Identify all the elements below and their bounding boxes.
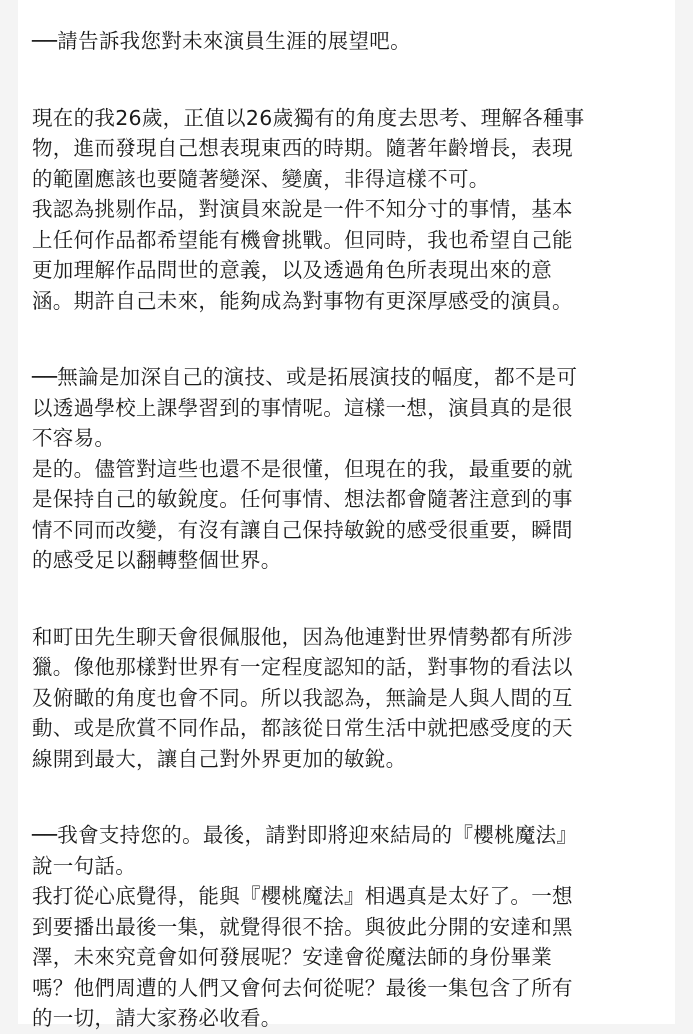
paragraph-machida xyxy=(32,622,661,775)
text-line: 是的。儘管對這些也還不是很懂，但現在的我，最重要的就 xyxy=(32,456,573,481)
text-line: 線開到最大，讓自己對外界更加的敏銳。 xyxy=(32,746,407,771)
text-line: 的感受足以翻轉整個世界。 xyxy=(32,548,282,572)
text-line: 是保持自己的敏銳度。任何事情、想法都會隨著注意到的事 xyxy=(32,487,573,511)
text-line: 以透過學校上課學習到的事情呢。這樣一想，演員真的是很 xyxy=(32,395,573,420)
question-future-career xyxy=(32,26,661,57)
text-line: 不容易。 xyxy=(32,426,116,450)
text-line: 的範圍應該也要隨著變深、變廣，非得這樣不可。 xyxy=(32,166,490,191)
text-line: 說一句話。 xyxy=(32,853,136,878)
text-line: 物，進而發現自己想表現東西的時期。隨著年齡增長，表現 xyxy=(32,136,573,160)
text-line: ──我會支持您的。最後，請對即將迎來結局的『櫻桃魔法』 xyxy=(32,823,578,847)
text-line: 的一切，請大家務必收看。 xyxy=(32,1006,282,1030)
answer-future-career xyxy=(32,103,661,317)
text-line: 情不同而改變，有沒有讓自己保持敏銳的感受很重要，瞬間 xyxy=(32,517,573,542)
question-acting-skills xyxy=(32,362,661,576)
text-line: 上任何作品都希望能有機會挑戰。但同時，我也希望自己能 xyxy=(32,227,573,252)
text-line: 澤，未來究竟會如何發展呢？安達會從魔法師的身份畢業 xyxy=(32,945,552,969)
text-line: 及俯瞰的角度也會不同。所以我認為，無論是人與人間的互 xyxy=(32,685,573,710)
text-line: 我打從心底覺得，能與『櫻桃魔法』相遇真是太好了。一想 xyxy=(32,884,573,908)
text-line: 我認為挑剔作品，對演員來說是一件不知分寸的事情，基本 xyxy=(32,197,573,221)
text-line: 獵。像他那樣對世界有一定程度認知的話，對事物的看法以 xyxy=(32,655,573,679)
text-line: 涵。期許自己未來，能夠成為對事物有更深厚感受的演員。 xyxy=(32,288,573,313)
question-final-message xyxy=(32,820,661,1034)
text-line: 到要播出最後一集，就覺得很不捨。與彼此分開的安達和黑 xyxy=(32,914,573,939)
text-line: 嗎？他們周遭的人們又會何去何從呢？最後一集包含了所有 xyxy=(32,975,573,1000)
text-line: ──請告訴我您對未來演員生涯的展望吧。 xyxy=(32,29,411,53)
text-line: 和町田先生聊天會很佩服他，因為他連對世界情勢都有所涉 xyxy=(32,624,573,649)
text-line: 更加理解作品問世的意義，以及透過角色所表現出來的意 xyxy=(32,258,552,282)
text-line: 動、或是欣賞不同作品，都該從日常生活中就把感受度的天 xyxy=(32,716,573,740)
text-line: ──無論是加深自己的演技、或是拓展演技的幅度，都不是可 xyxy=(32,365,578,389)
article-page xyxy=(18,0,675,1030)
text-line: 現在的我26歲，正值以26歲獨有的角度去思考、理解各種事 xyxy=(32,105,585,130)
